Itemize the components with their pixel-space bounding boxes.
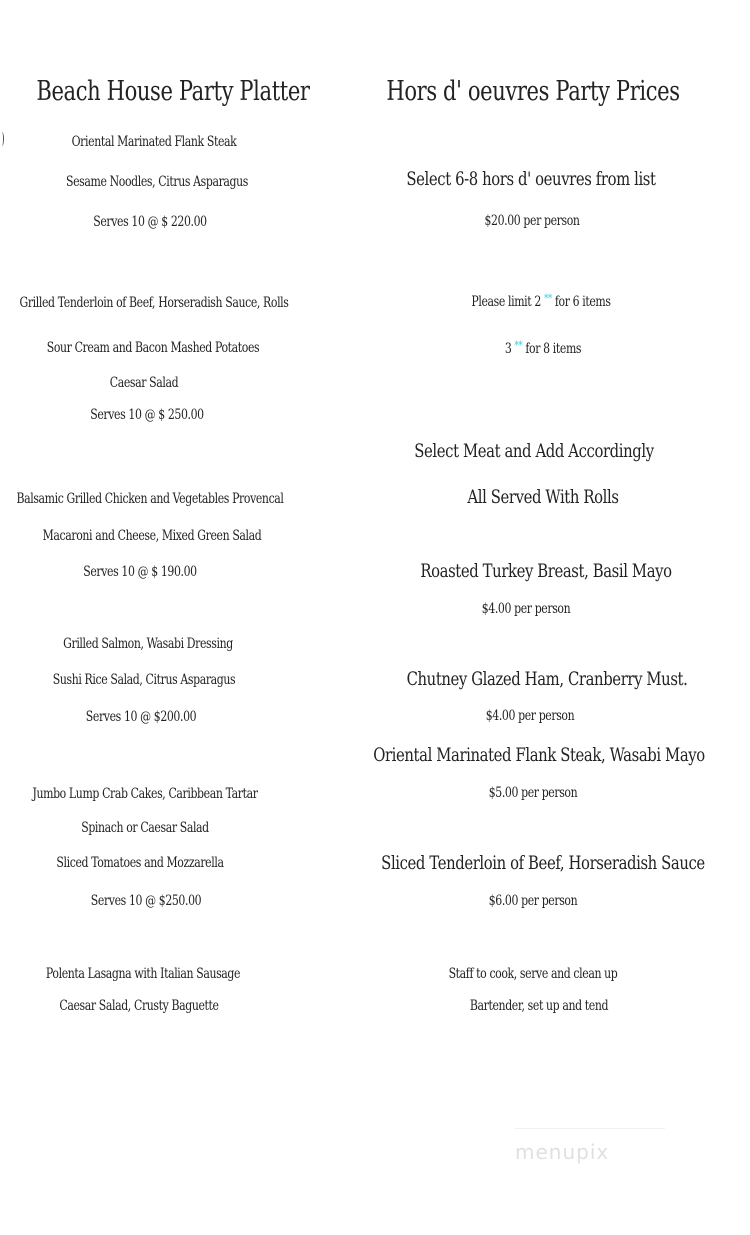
select-hors-doeuvres: Select 6-8 hors d' oeuvres from list — [406, 168, 656, 190]
left-title: Beach House Party Platter — [36, 76, 310, 107]
star-mark: ** — [543, 292, 552, 305]
limit-text: Please limit 2 — [471, 294, 541, 310]
platter-line: Balsamic Grilled Chicken and Vegetables Provencal — [16, 491, 284, 507]
platter-price: Serves 10 @ $ 220.00 — [93, 214, 207, 230]
meat-item: Roasted Turkey Breast, Basil Mayo — [420, 560, 672, 582]
platter-price: Serves 10 @ $ 250.00 — [90, 407, 204, 423]
platter-price: Serves 10 @ $200.00 — [85, 709, 197, 725]
meat-price: $4.00 per person — [481, 601, 571, 617]
right-title: Hors d' oeuvres Party Prices — [386, 76, 680, 107]
meat-price: $6.00 per person — [488, 893, 578, 909]
meat-item: Oriental Marinated Flank Steak, Wasabi Mayo — [373, 744, 705, 766]
platter-line: Oriental Marinated Flank Steak — [71, 134, 237, 150]
platter-line: Grilled Tenderloin of Beef, Horseradish Sauce, Rolls — [19, 295, 289, 311]
menupix-watermark: menupix — [515, 1140, 610, 1164]
watermark-rule — [515, 1128, 665, 1129]
platter-line: Sushi Rice Salad, Citrus Asparagus — [52, 672, 236, 688]
limit-text: 3 — [504, 341, 512, 357]
bartender-line: Bartender, set up and tend — [469, 998, 609, 1014]
platter-line: Grilled Salmon, Wasabi Dressing — [63, 636, 233, 652]
limit-line-eight — [505, 339, 581, 357]
hors-doeuvres-price: $20.00 per person — [484, 213, 580, 229]
staff-line: Staff to cook, serve and clean up — [448, 966, 618, 982]
platter-line: Spinach or Caesar Salad — [81, 820, 209, 836]
platter-line: Caesar Salad — [109, 375, 179, 391]
meat-price: $5.00 per person — [488, 785, 578, 801]
limit-text: for 8 items — [525, 341, 582, 357]
platter-line: Jumbo Lump Crab Cakes, Caribbean Tartar — [32, 786, 258, 802]
platter-price: Serves 10 @ $ 190.00 — [83, 564, 197, 580]
platter-line: Polenta Lasagna with Italian Sausage — [45, 966, 241, 982]
platter-line: Caesar Salad, Crusty Baguette — [59, 998, 219, 1014]
page-edge-mark — [0, 132, 4, 146]
meat-subheading: All Served With Rolls — [467, 486, 619, 508]
platter-line: Sour Cream and Bacon Mashed Potatoes — [46, 340, 260, 356]
meat-item: Sliced Tenderloin of Beef, Horseradish Sauce — [381, 852, 705, 874]
meat-heading: Select Meat and Add Accordingly — [414, 440, 654, 462]
platter-price: Serves 10 @ $250.00 — [90, 893, 202, 909]
limit-line-six — [471, 292, 610, 310]
platter-line: Sesame Noodles, Citrus Asparagus — [66, 174, 248, 190]
platter-line: Sliced Tomatoes and Mozzarella — [56, 855, 224, 871]
meat-price: $4.00 per person — [485, 708, 575, 724]
meat-item: Chutney Glazed Ham, Cranberry Must. — [406, 668, 688, 690]
star-mark: ** — [514, 339, 523, 352]
platter-line: Macaroni and Cheese, Mixed Green Salad — [42, 528, 262, 544]
limit-text: for 6 items — [554, 294, 611, 310]
